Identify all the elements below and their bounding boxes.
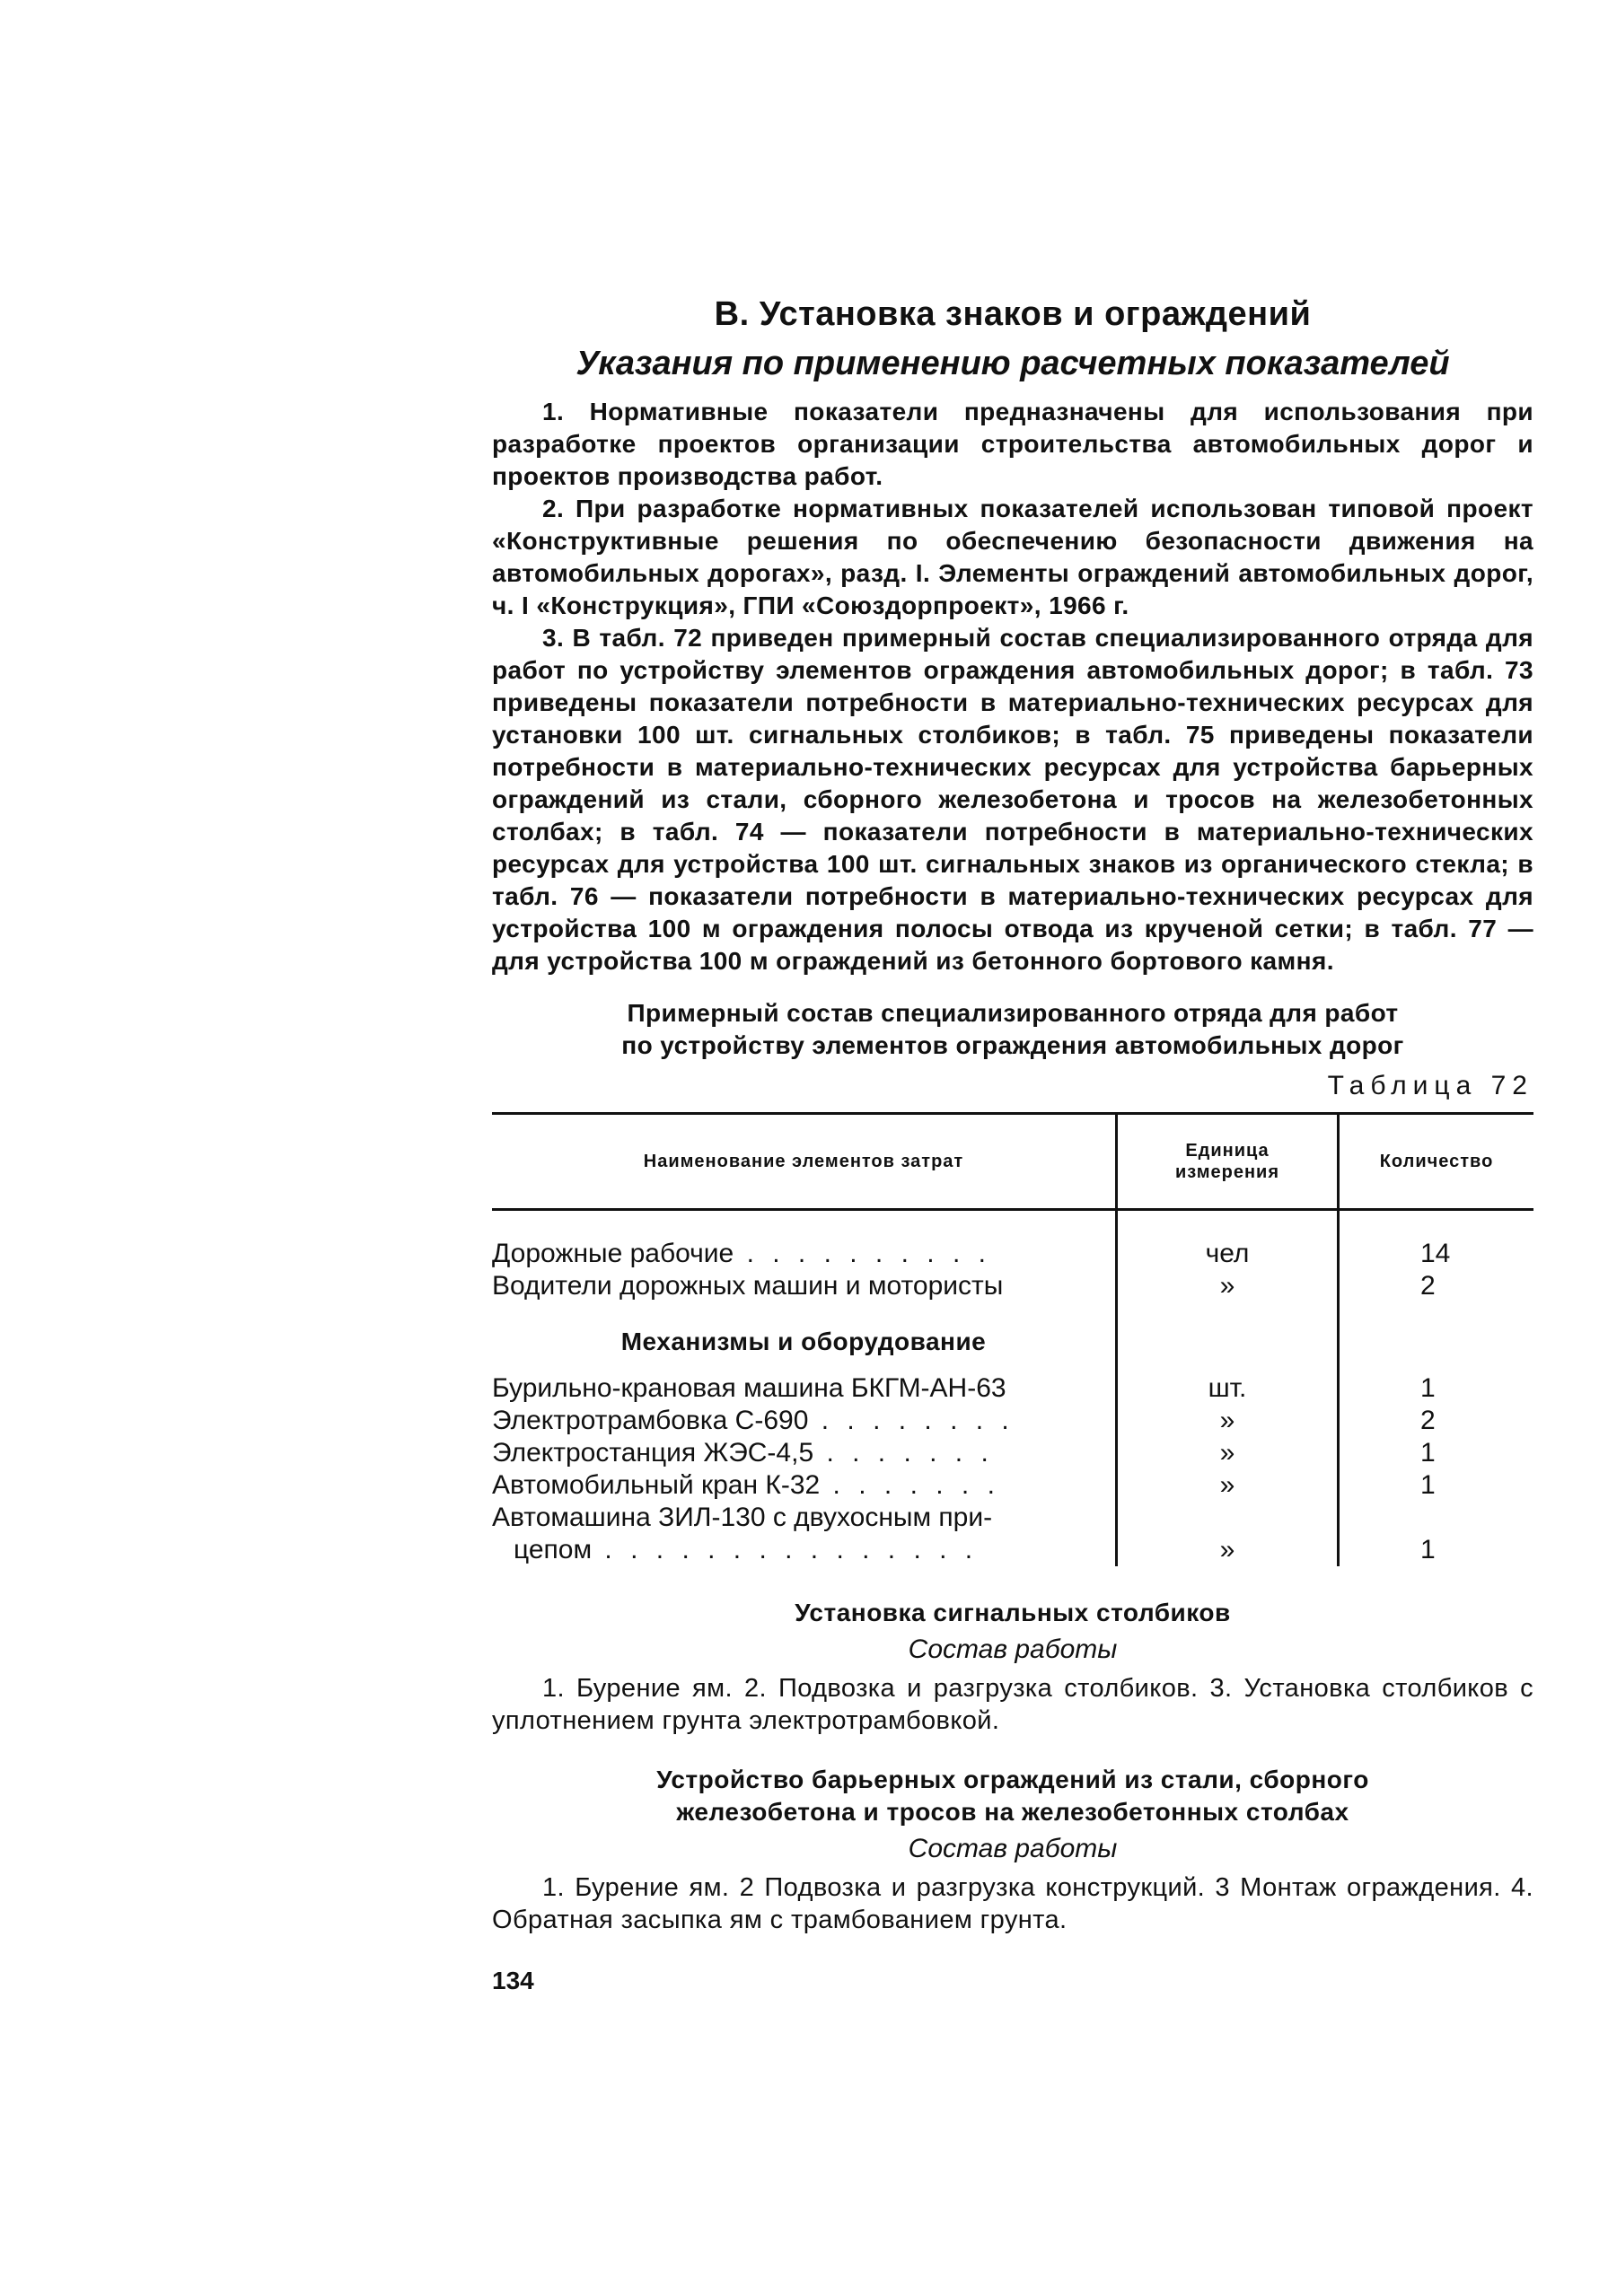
table-group-row [492, 1302, 1533, 1372]
header-unit-line-2: измерения [1174, 1162, 1280, 1182]
table-row [492, 1405, 1533, 1437]
table-spacer [492, 1210, 1533, 1239]
row-qty: 2 [1420, 1271, 1436, 1301]
row-qty: 1 [1420, 1470, 1436, 1500]
row-qty: 2 [1420, 1406, 1436, 1435]
row-name-text: цепом [514, 1535, 593, 1564]
group-title: Механизмы и оборудование [620, 1328, 987, 1355]
row-unit: » [1117, 1270, 1339, 1302]
page-number: 134 [492, 1967, 534, 1994]
row-dots: . . . . . . . . [808, 1406, 1015, 1435]
table-row [492, 1238, 1533, 1270]
row-unit: шт. [1117, 1372, 1339, 1405]
table-row [492, 1534, 1533, 1566]
barriers-subtitle: Состав работы [908, 1834, 1118, 1863]
table-caption [492, 997, 1533, 1062]
header-name: Наименование элементов затрат [492, 1114, 1117, 1210]
row-unit: » [1117, 1405, 1339, 1437]
barriers-title-line-2: железобетона и тросов на железобетонных столбах [676, 1798, 1349, 1826]
row-unit: » [1117, 1534, 1339, 1566]
row-dots: . . . . . . . [813, 1438, 994, 1468]
resources-table [492, 1112, 1533, 1566]
header-unit [1117, 1114, 1339, 1210]
row-name [492, 1405, 1117, 1437]
table-row [492, 1502, 1533, 1534]
section-title: В. Установка знаков и ограждений [714, 295, 1312, 333]
signals-title: Установка сигнальных столбиков [795, 1599, 1231, 1626]
row-unit: » [1117, 1437, 1339, 1469]
row-name [492, 1238, 1117, 1270]
row-name [492, 1502, 1117, 1534]
header-qty: Количество [1339, 1114, 1534, 1210]
row-name-text: Дорожные рабочие [492, 1239, 734, 1268]
page-content [492, 292, 1533, 1995]
barriers-text: 1. Бурение ям. 2 Подвозка и разгрузка конструкций. 3 Монтаж ограждения. 4. Обратная засыпка ям с трамбованием грунта. [492, 1873, 1533, 1934]
row-qty: 1 [1420, 1535, 1436, 1564]
table-row [492, 1372, 1533, 1405]
table-row [492, 1270, 1533, 1302]
row-qty: 1 [1420, 1373, 1436, 1403]
row-name-text: Электротрамбовка С-690 [492, 1406, 809, 1435]
signals-subtitle: Состав работы [908, 1634, 1118, 1664]
row-name-text: Электростанция ЖЭС-4,5 [492, 1438, 814, 1468]
row-unit: » [1117, 1469, 1339, 1502]
row-name [492, 1270, 1117, 1302]
barriers-title-line-1: Устройство барьерных ограждений из стали, сборного [656, 1766, 1369, 1793]
row-dots: . . . . . . . . . . . . . . . [592, 1535, 979, 1564]
row-unit: чел [1117, 1238, 1339, 1270]
row-qty: 14 [1420, 1239, 1451, 1268]
paragraph-3: 3. В табл. 72 приведен примерный состав специализированного отряда для работ по устройству элементов ограждения автомобильных дорог; в табл. 73 приведены показатели потребности в материально-технических ресурсах для установки 100 шт. сигнальных столбиков; в табл. 75 приведены показатели потребности в материально-технических ресурсах для устройства барьерных ограждений из стали, сборного железобетона и тросов на железобетонных столбах; в табл. 74 — показатели потребности в материально-технических ресурсах для устройства 100 шт. сигнальных знаков из органического стекла; в табл. 76 — показатели потребности в материально-технических ресурсах для устройства 100 м ограждения полосы отвода из крученой сетки; в табл. 77 — для устройства 100 м ограждений из бетонного бортового камня. [492, 624, 1533, 975]
table-label: Таблица 72 [1327, 1071, 1533, 1100]
table-caption-line-2: по устройству элементов ограждения автомобильных дорог [621, 1031, 1404, 1059]
section-subtitle: Указания по применению расчетных показателей [576, 345, 1450, 382]
row-name-text: Водители дорожных машин и мотористы [492, 1271, 1004, 1301]
barriers-title [492, 1764, 1533, 1828]
table-row [492, 1437, 1533, 1469]
paragraph-2: 2. При разработке нормативных показателей использован типовой проект «Конструктивные решения по обеспечению безопасности движения на автомобильных дорогах», разд. I. Элементы ограждений автомобильных дорог, ч. I «Конструкция», ГПИ «Союздорпроект», 1966 г. [492, 495, 1533, 619]
row-name-text: Бурильно-крановая машина БКГМ-АН-63 [492, 1373, 1006, 1403]
row-name-text: Автомобильный кран К-32 [492, 1470, 821, 1500]
row-dots: . . . . . . . . . . [734, 1239, 991, 1268]
row-name [492, 1372, 1117, 1405]
table-caption-line-1: Примерный состав специализированного отряда для работ [627, 999, 1399, 1027]
row-qty: 1 [1420, 1438, 1436, 1468]
table-header-row [492, 1114, 1533, 1210]
row-name [492, 1534, 1117, 1566]
row-dots: . . . . . . . [820, 1470, 1000, 1500]
row-name [492, 1437, 1117, 1469]
header-unit-line-1: Единица [1185, 1141, 1270, 1161]
paragraph-1: 1. Нормативные показатели предназначены для использования при разработке проектов организации строительства автомобильных дорог и проектов производства работ. [492, 398, 1533, 490]
row-name [492, 1469, 1117, 1502]
table-row [492, 1469, 1533, 1502]
signals-text: 1. Бурение ям. 2. Подвозка и разгрузка столбиков. 3. Установка столбиков с уплотнением грунта электротрамбовкой. [492, 1674, 1533, 1735]
row-name-text: Автомашина ЗИЛ-130 с двухосным при- [492, 1503, 993, 1532]
